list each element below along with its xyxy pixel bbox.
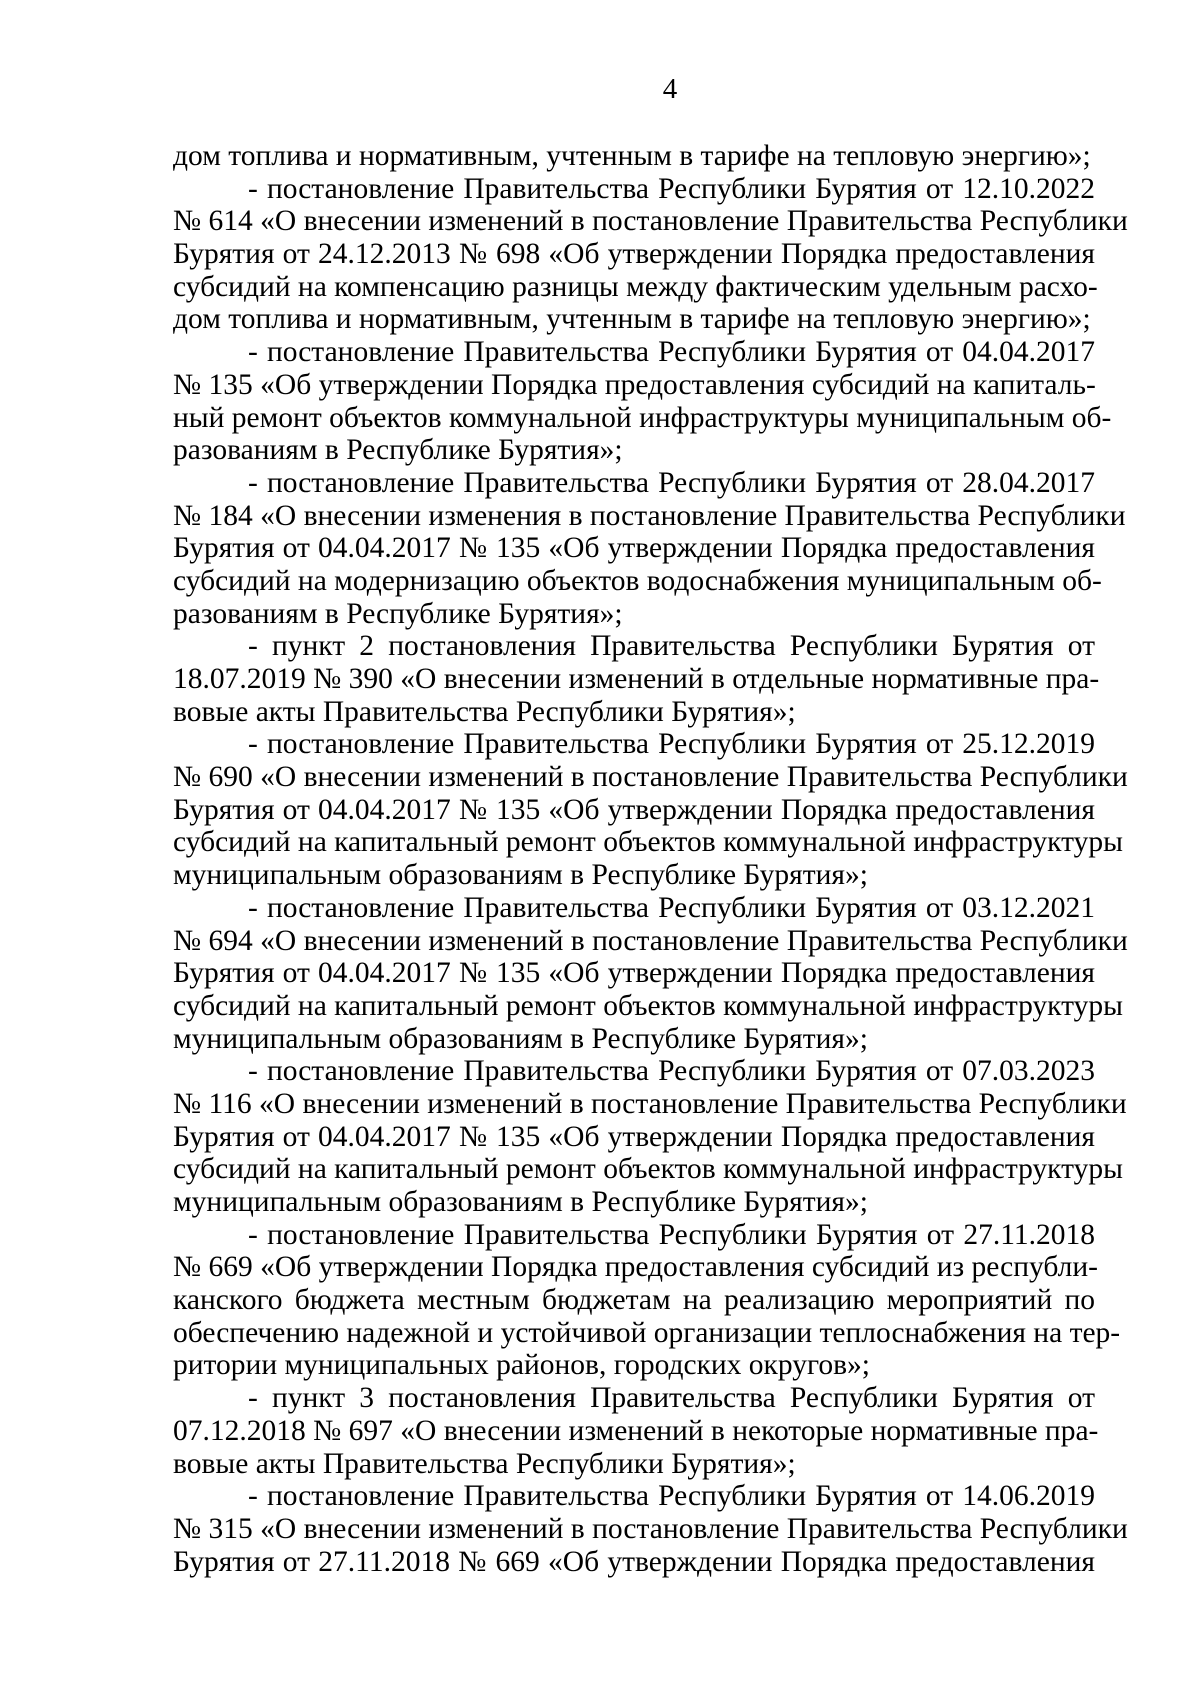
document-body xyxy=(173,140,1128,1578)
text-line: - постановление Правительства Республики Бурятия от 07.03.2023 xyxy=(248,1055,1095,1088)
text-line: вовые акты Правительства Республики Бурятия»; xyxy=(173,695,796,728)
text-line: ритории муниципальных районов, городских округов»; xyxy=(173,1349,870,1382)
text-line: № 116 «О внесении изменений в постановление Правительства Республики xyxy=(173,1087,1127,1120)
text-line: Бурятия от 04.04.2017 № 135 «Об утверждении Порядка предоставления xyxy=(173,793,1095,826)
text-line: Бурятия от 04.04.2017 № 135 «Об утверждении Порядка предоставления xyxy=(173,957,1095,990)
text-line: вовые акты Правительства Республики Бурятия»; xyxy=(173,1447,796,1480)
text-line: № 315 «О внесении изменений в постановление Правительства Республики xyxy=(173,1512,1128,1545)
text-line: № 614 «О внесении изменений в постановление Правительства Республики xyxy=(173,205,1128,238)
text-line: муниципальным образованиям в Республике Бурятия»; xyxy=(173,1186,868,1218)
text-line: - пункт 2 постановления Правительства Республики Бурятия от xyxy=(248,630,1095,663)
text-line: дом топлива и нормативным, учтенным в тарифе на тепловую энергию»; xyxy=(173,140,1091,172)
text-line: дом топлива и нормативным, учтенным в тарифе на тепловую энергию»; xyxy=(173,303,1091,336)
text-line: субсидий на капитальный ремонт объектов коммунальной инфраструктуры xyxy=(173,1153,1123,1186)
text-line: субсидий на компенсацию разницы между фактическим удельным расхо- xyxy=(173,270,1098,303)
text-line: Бурятия от 04.04.2017 № 135 «Об утверждении Порядка предоставления xyxy=(173,1120,1095,1153)
text-line: - постановление Правительства Республики Бурятия от 12.10.2022 xyxy=(248,172,1095,205)
text-line: № 690 «О внесении изменений в постановление Правительства Республики xyxy=(173,761,1128,794)
text-line: Бурятия от 27.11.2018 № 669 «Об утверждении Порядка предоставления xyxy=(173,1545,1095,1578)
text-line: - постановление Правительства Республики Бурятия от 25.12.2019 xyxy=(248,728,1095,761)
text-line: Бурятия от 04.04.2017 № 135 «Об утверждении Порядка предоставления xyxy=(173,532,1095,565)
text-line: субсидий на капитальный ремонт объектов коммунальной инфраструктуры xyxy=(173,826,1123,859)
text-line: - постановление Правительства Республики Бурятия от 04.04.2017 xyxy=(248,336,1095,369)
text-line: - пункт 3 постановления Правительства Республики Бурятия от xyxy=(248,1382,1095,1415)
text-line: № 135 «Об утверждении Порядка предоставления субсидий на капиталь- xyxy=(173,368,1096,401)
text-line: - постановление Правительства Республики Бурятия от 28.04.2017 xyxy=(248,466,1095,499)
text-line: № 184 «О внесении изменения в постановление Правительства Республики xyxy=(173,499,1126,532)
text-line: муниципальным образованиям в Республике Бурятия»; xyxy=(173,859,868,892)
text-line: ный ремонт объектов коммунальной инфраструктуры муниципальным об- xyxy=(173,401,1112,434)
text-line: разованиям в Республике Бурятия»; xyxy=(173,434,623,467)
text-line: разованиям в Республике Бурятия»; xyxy=(173,597,623,630)
text-line: канского бюджета местным бюджетам на реализацию мероприятий по xyxy=(173,1284,1095,1317)
text-line: - постановление Правительства Республики Бурятия от 03.12.2021 xyxy=(248,891,1095,924)
text-line: 07.12.2018 № 697 «О внесении изменений в некоторые нормативные пра- xyxy=(173,1414,1099,1447)
text-line: - постановление Правительства Республики Бурятия от 14.06.2019 xyxy=(248,1480,1095,1513)
text-line: обеспечению надежной и устойчивой организации теплоснабжения на тер- xyxy=(173,1316,1121,1349)
text-line: № 694 «О внесении изменений в постановление Правительства Республики xyxy=(173,924,1128,957)
text-line: субсидий на модернизацию объектов водоснабжения муниципальным об- xyxy=(173,564,1102,597)
text-line: № 669 «Об утверждении Порядка предоставления субсидий из республи- xyxy=(173,1251,1098,1284)
text-line: - постановление Правительства Республики Бурятия от 27.11.2018 xyxy=(248,1218,1095,1251)
text-line: Бурятия от 24.12.2013 № 698 «Об утверждении Порядка предоставления xyxy=(173,238,1095,271)
text-line: субсидий на капитальный ремонт объектов коммунальной инфраструктуры xyxy=(173,989,1123,1022)
text-line: муниципальным образованиям в Республике Бурятия»; xyxy=(173,1022,868,1055)
page-number: 4 xyxy=(662,73,678,105)
text-line: 18.07.2019 № 390 «О внесении изменений в отдельные нормативные пра- xyxy=(173,663,1100,695)
